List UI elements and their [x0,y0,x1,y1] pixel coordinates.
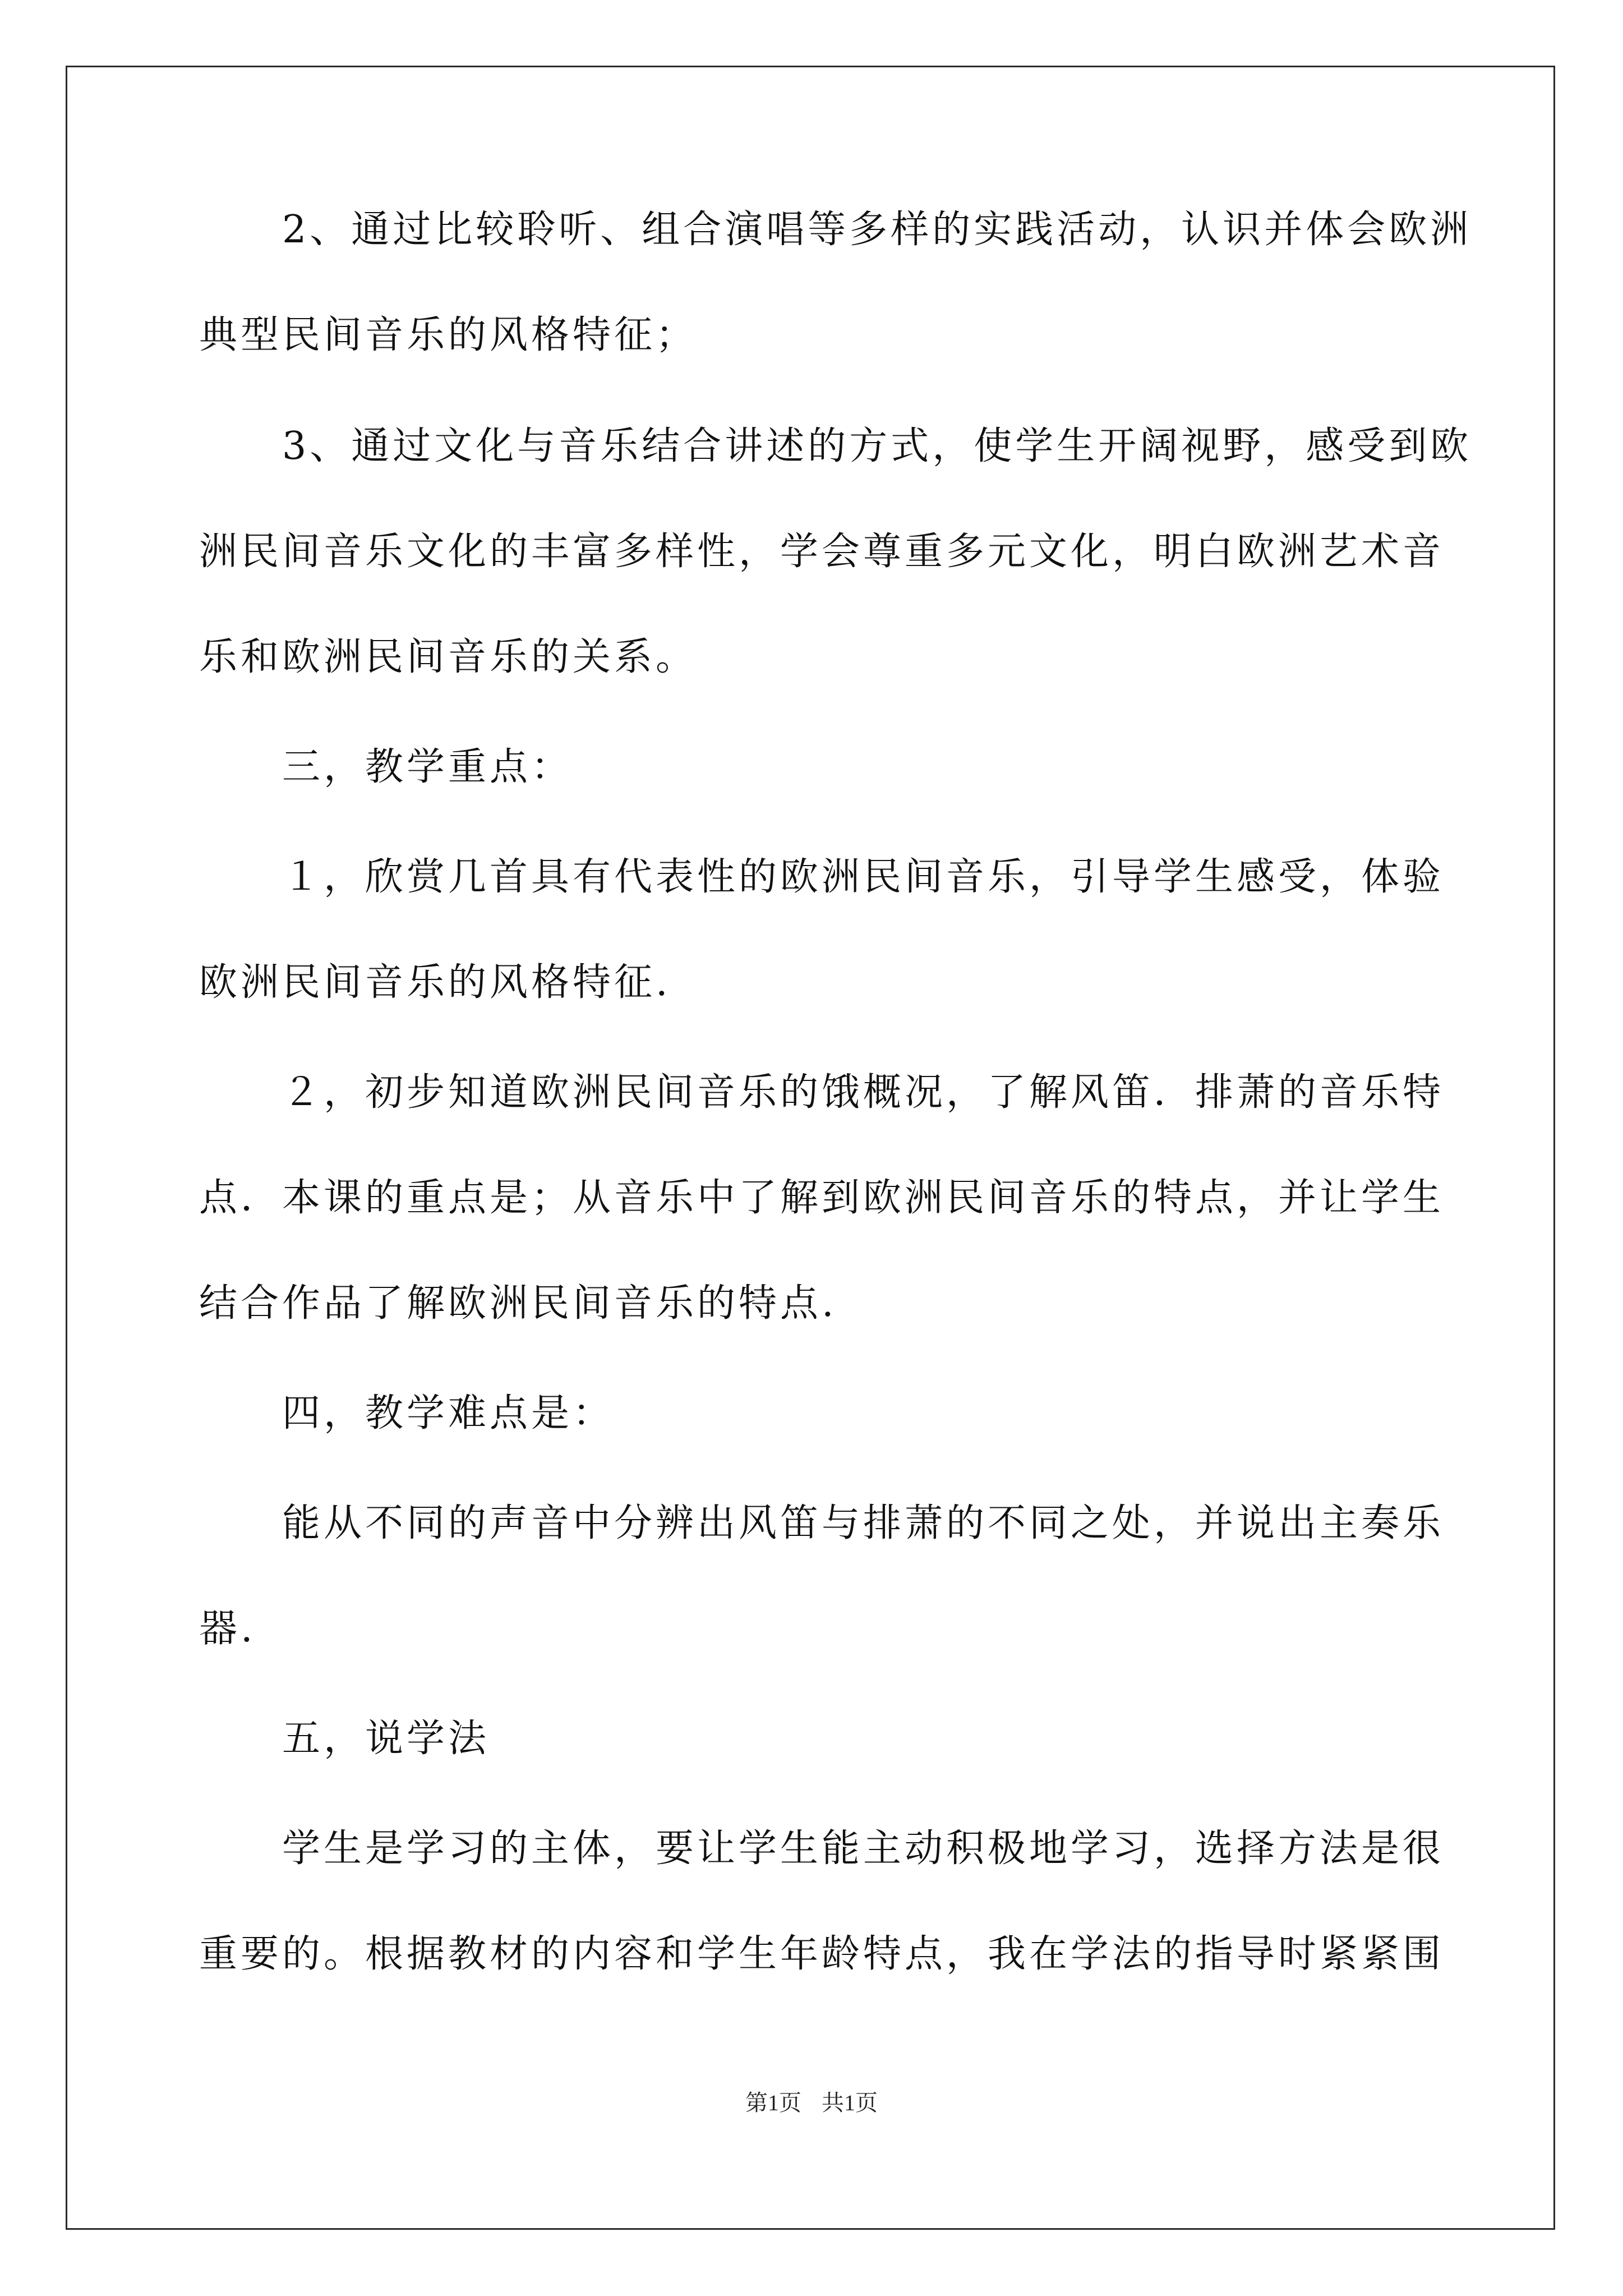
paragraph-line: 能从不同的声音中分辨出风笛与排萧的不同之处，并说出主奏乐 [282,1501,1445,1545]
total-pages: 共1页 [822,2090,878,2115]
paragraph-line: 2、通过比较聆听、组合演唱等多样的实践活动，认识并体会欧洲 [282,208,1472,252]
paragraph-line: 欧洲民间音乐的风格特征. [199,960,671,1005]
paragraph-line: 结合作品了解欧洲民间音乐的特点. [199,1281,837,1326]
paragraph-line: ２，初步知道欧洲民间音乐的饿概况，了解风笛．排萧的音乐特 [282,1070,1445,1115]
paragraph-line: 学生是学习的主体，要让学生能主动积极地学习，选择方法是很 [282,1826,1445,1871]
paragraph-line: 乐和欧洲民间音乐的关系。 [199,635,698,679]
page-number: 第1页 [745,2090,801,2115]
section-heading: 四，教学难点是： [282,1391,615,1435]
paragraph-line: 器. [199,1607,256,1651]
paragraph-line: １，欣赏几首具有代表性的欧洲民间音乐，引导学生感受，体验 [282,855,1445,899]
paragraph-line: 3、通过文化与音乐结合讲述的方式，使学生开阔视野，感受到欧 [282,424,1472,468]
paragraph-line: 重要的。根据教材的内容和学生年龄特点，我在学法的指导时紧紧围 [199,1932,1445,1976]
page-border [66,66,1555,2230]
paragraph-line: 典型民间音乐的风格特征； [199,313,698,357]
section-heading: 三，教学重点： [282,745,573,789]
paragraph-line: 洲民间音乐文化的丰富多样性，学会尊重多元文化，明白欧洲艺术音 [199,530,1445,574]
paragraph-line: 点．本课的重点是；从音乐中了解到欧洲民间音乐的特点，并让学生 [199,1176,1445,1220]
section-heading: 五，说学法 [282,1717,490,1761]
page-footer [0,2089,1623,2117]
